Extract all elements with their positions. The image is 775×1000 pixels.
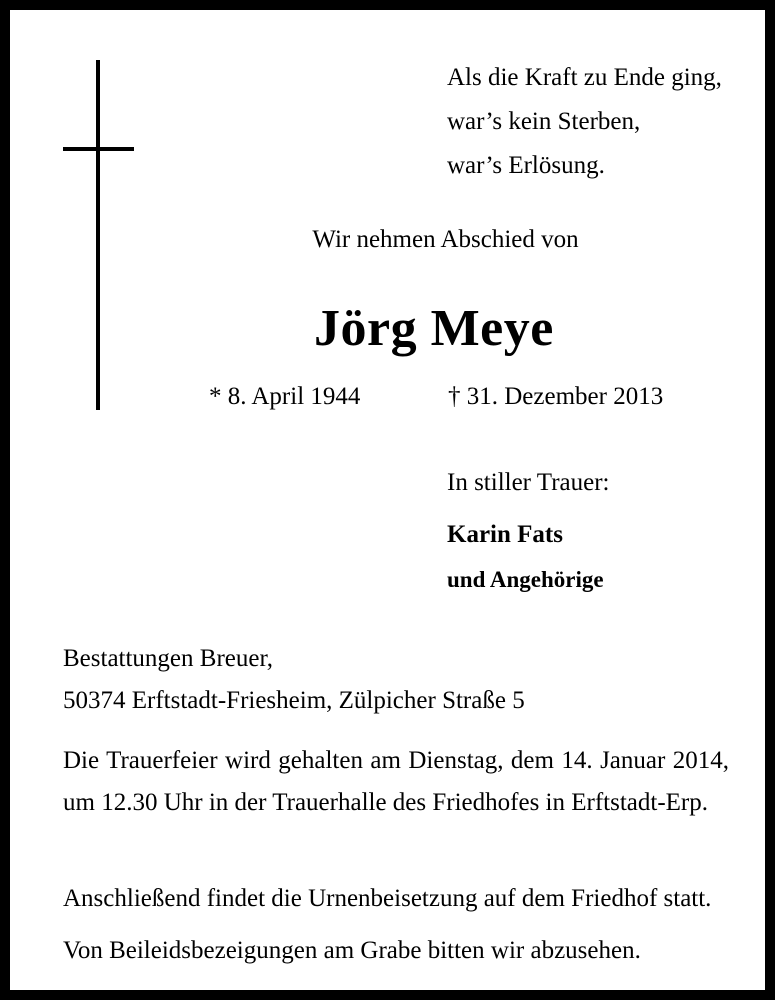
mourner-relatives: und Angehörige: [447, 567, 604, 592]
mourning-label: In stiller Trauer:: [447, 469, 610, 496]
motto-verse: [447, 56, 722, 188]
mourner-name: Karin Fats: [447, 521, 563, 548]
death-date: † 31. Dezember 2013: [448, 383, 664, 410]
deceased-name: Jörg Meye: [314, 300, 554, 357]
cross-icon-horizontal: [63, 147, 134, 151]
urn-burial-notice: Anschließend findet die Urnenbeisetzung auf dem Friedhof statt.: [63, 885, 712, 912]
service-notice: Die Trauerfeier wird gehalten am Dienstag, dem 14. Januar 2014, um 12.30 Uhr in der Trauerhalle des Friedhofes in Erftstadt-Erp.: [63, 747, 729, 816]
funeral-home-address: 50374 Erftstadt-Friesheim, Zülpicher Straße 5: [63, 687, 525, 714]
funeral-home: [63, 638, 525, 722]
farewell-intro-text: Wir nehmen Abschied von: [312, 226, 579, 253]
motto-line-1: Als die Kraft zu Ende ging,: [447, 64, 722, 91]
motto-line-3: war’s Erlösung.: [447, 152, 605, 179]
funeral-home-name: Bestattungen Breuer,: [63, 645, 274, 672]
condolence-notice: Von Beileidsbezeigungen am Grabe bitten wir abzusehen.: [63, 937, 641, 964]
birth-date: * 8. April 1944: [209, 383, 361, 410]
farewell-intro: [10, 223, 775, 257]
motto-line-2: war’s kein Sterben,: [447, 108, 641, 135]
